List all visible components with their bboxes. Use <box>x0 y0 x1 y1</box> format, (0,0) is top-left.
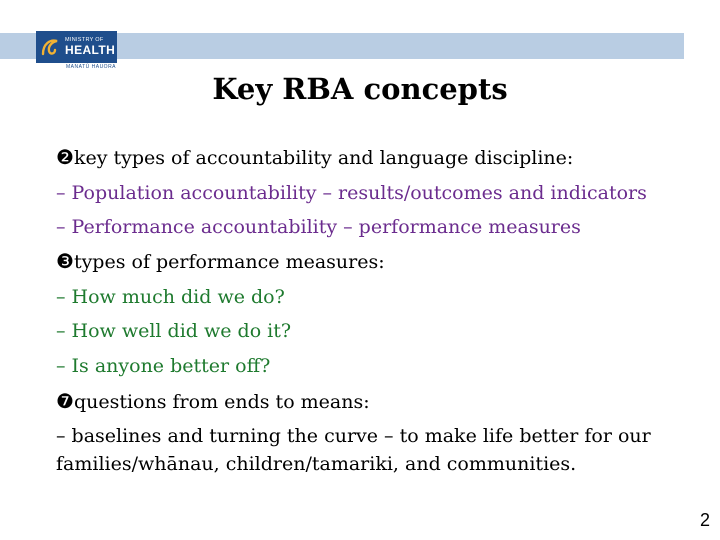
logo-line-1: MINISTRY OF <box>65 37 104 44</box>
line-text: – Is anyone better off? <box>56 354 271 377</box>
line-text: types of performance measures: <box>73 251 385 274</box>
number-seven-badge-icon: ❼ <box>56 388 74 413</box>
koru-logo-icon <box>40 36 62 58</box>
bullet-line <box>56 314 696 349</box>
bullet-line <box>56 140 696 176</box>
ministry-logo <box>36 31 117 63</box>
bullet-line <box>56 384 696 420</box>
logo-subtitle: MANATŪ HAUORA <box>66 64 117 70</box>
bullet-line <box>56 176 696 210</box>
bullet-line <box>56 280 696 315</box>
number-three-badge-icon: ❸ <box>56 249 74 274</box>
line-text: – baselines and turning the curve – to make life better for our families/whānau, children/tamariki, and communities. <box>56 425 651 476</box>
line-text: – Population accountability – results/outcomes and indicators <box>56 181 647 204</box>
number-two-badge-icon: ❷ <box>56 145 74 169</box>
bullet-line <box>56 244 696 280</box>
slide-body <box>56 140 696 481</box>
bullet-line <box>56 349 696 384</box>
line-text: key types of accountability and language discipline: <box>73 147 574 169</box>
bullet-line <box>56 210 696 245</box>
line-text: – How much did we do? <box>56 285 285 308</box>
bullet-line <box>56 419 696 481</box>
slide-title: Key RBA concepts <box>212 72 508 106</box>
line-text: – Performance accountability – performance measures <box>56 215 581 238</box>
page-number: 2 <box>700 510 711 530</box>
line-text: questions from ends to means: <box>73 390 370 413</box>
line-text: – How well did we do it? <box>56 320 292 343</box>
logo-line-2: HEALTH <box>65 42 116 57</box>
